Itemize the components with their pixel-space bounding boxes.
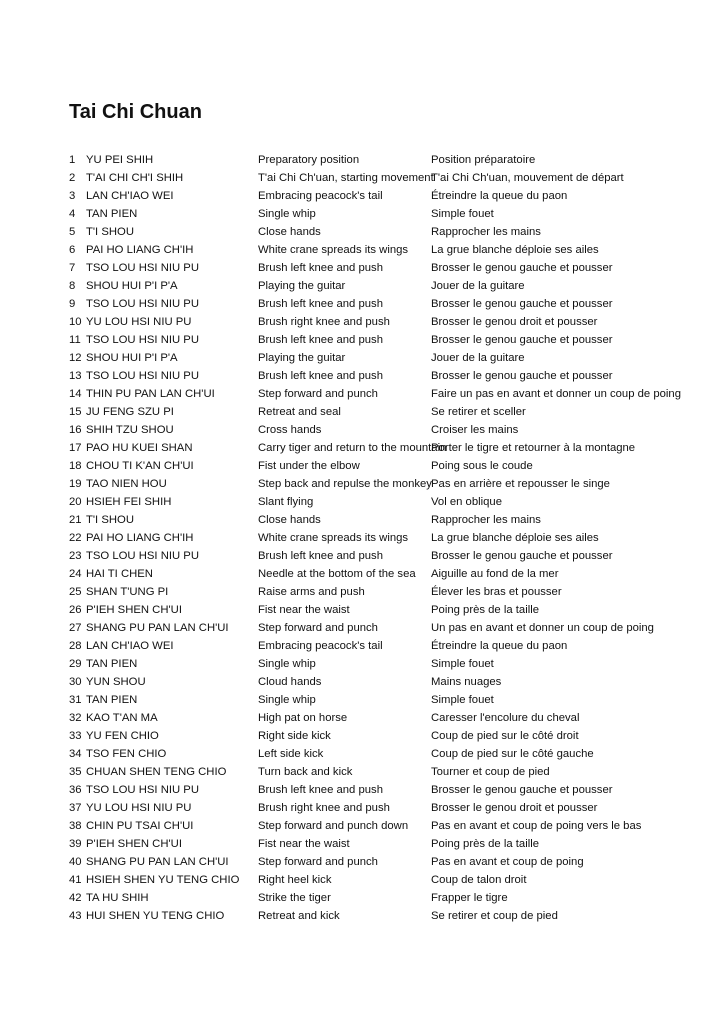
- move-english-name: Single whip: [258, 208, 316, 220]
- move-english-name: Playing the guitar: [258, 352, 346, 364]
- move-row: [69, 691, 709, 709]
- move-number: 6: [69, 244, 76, 256]
- move-french-name: T'ai Chi Ch'uan, mouvement de départ: [431, 172, 624, 184]
- move-french-name: Brosser le genou droit et pousser: [431, 316, 598, 328]
- move-french-name: Simple fouet: [431, 208, 494, 220]
- move-chinese-name: CHIN PU TSAI CH'UI: [86, 820, 194, 832]
- move-english-name: Left side kick: [258, 748, 324, 760]
- move-french-name: Pas en arrière et repousser le singe: [431, 478, 610, 490]
- move-row: [69, 295, 709, 313]
- move-row: [69, 781, 709, 799]
- move-chinese-name: YU LOU HSI NIU PU: [86, 802, 192, 814]
- move-chinese-name: KAO T'AN MA: [86, 712, 158, 724]
- move-number: 14: [69, 388, 82, 400]
- move-french-name: Jouer de la guitare: [431, 280, 525, 292]
- move-number: 35: [69, 766, 82, 778]
- move-french-name: Coup de pied sur le côté gauche: [431, 748, 594, 760]
- move-chinese-name: YU LOU HSI NIU PU: [86, 316, 192, 328]
- move-row: [69, 871, 709, 889]
- move-number: 16: [69, 424, 82, 436]
- move-chinese-name: LAN CH'IAO WEI: [86, 640, 174, 652]
- move-row: [69, 763, 709, 781]
- move-number: 36: [69, 784, 82, 796]
- move-english-name: Strike the tiger: [258, 892, 331, 904]
- move-row: [69, 655, 709, 673]
- move-number: 31: [69, 694, 82, 706]
- move-english-name: Brush left knee and push: [258, 262, 383, 274]
- move-chinese-name: TSO LOU HSI NIU PU: [86, 550, 199, 562]
- move-english-name: Brush right knee and push: [258, 802, 390, 814]
- move-chinese-name: SHOU HUI P'I P'A: [86, 280, 178, 292]
- move-english-name: Right heel kick: [258, 874, 332, 886]
- move-french-name: Faire un pas en avant et donner un coup de poing: [431, 388, 681, 400]
- move-row: [69, 709, 709, 727]
- move-french-name: Coup de talon droit: [431, 874, 527, 886]
- move-number: 19: [69, 478, 82, 490]
- move-chinese-name: PAO HU KUEI SHAN: [86, 442, 193, 454]
- move-row: [69, 187, 709, 205]
- move-english-name: Cloud hands: [258, 676, 322, 688]
- move-french-name: Se retirer et coup de pied: [431, 910, 558, 922]
- move-row: [69, 511, 709, 529]
- move-number: 37: [69, 802, 82, 814]
- move-chinese-name: YUN SHOU: [86, 676, 146, 688]
- move-french-name: La grue blanche déploie ses ailes: [431, 244, 599, 256]
- move-english-name: Preparatory position: [258, 154, 360, 166]
- move-english-name: Fist near the waist: [258, 604, 350, 616]
- move-chinese-name: YU PEI SHIH: [86, 154, 154, 166]
- move-number: 15: [69, 406, 82, 418]
- move-row: [69, 619, 709, 637]
- move-row: [69, 727, 709, 745]
- move-french-name: Rapprocher les mains: [431, 226, 541, 238]
- move-english-name: Brush left knee and push: [258, 298, 383, 310]
- move-french-name: Brosser le genou gauche et pousser: [431, 298, 613, 310]
- move-french-name: Élever les bras et pousser: [431, 586, 562, 598]
- move-chinese-name: TSO FEN CHIO: [86, 748, 167, 760]
- move-number: 2: [69, 172, 76, 184]
- move-french-name: Aiguille au fond de la mer: [431, 568, 559, 580]
- move-english-name: Step back and repulse the monkey: [258, 478, 432, 490]
- move-row: [69, 529, 709, 547]
- move-number: 21: [69, 514, 82, 526]
- move-english-name: Right side kick: [258, 730, 331, 742]
- move-english-name: Needle at the bottom of the sea: [258, 568, 416, 580]
- move-row: [69, 493, 709, 511]
- move-french-name: Mains nuages: [431, 676, 502, 688]
- move-english-name: Step forward and punch down: [258, 820, 409, 832]
- moves-list: [69, 151, 709, 925]
- move-number: 30: [69, 676, 82, 688]
- move-row: [69, 205, 709, 223]
- move-chinese-name: P'IEH SHEN CH'UI: [86, 604, 182, 616]
- move-english-name: Step forward and punch: [258, 388, 378, 400]
- move-chinese-name: YU FEN CHIO: [86, 730, 159, 742]
- move-french-name: Tourner et coup de pied: [431, 766, 550, 778]
- move-number: 17: [69, 442, 82, 454]
- move-row: [69, 223, 709, 241]
- move-english-name: Cross hands: [258, 424, 322, 436]
- move-french-name: Coup de pied sur le côté droit: [431, 730, 579, 742]
- move-number: 9: [69, 298, 76, 310]
- move-english-name: White crane spreads its wings: [258, 244, 409, 256]
- move-chinese-name: CHUAN SHEN TENG CHIO: [86, 766, 227, 778]
- move-chinese-name: SHANG PU PAN LAN CH'UI: [86, 622, 229, 634]
- move-row: [69, 313, 709, 331]
- move-french-name: La grue blanche déploie ses ailes: [431, 532, 599, 544]
- move-english-name: Step forward and punch: [258, 856, 378, 868]
- move-english-name: Brush left knee and push: [258, 334, 383, 346]
- move-row: [69, 853, 709, 871]
- move-french-name: Brosser le genou droit et pousser: [431, 802, 598, 814]
- move-chinese-name: TSO LOU HSI NIU PU: [86, 784, 199, 796]
- move-chinese-name: HUI SHEN YU TENG CHIO: [86, 910, 225, 922]
- move-number: 25: [69, 586, 82, 598]
- move-number: 34: [69, 748, 82, 760]
- move-french-name: Étreindre la queue du paon: [431, 190, 568, 202]
- move-number: 5: [69, 226, 76, 238]
- move-chinese-name: HAI TI CHEN: [86, 568, 153, 580]
- move-number: 41: [69, 874, 82, 886]
- move-english-name: Turn back and kick: [258, 766, 353, 778]
- move-french-name: Jouer de la guitare: [431, 352, 525, 364]
- move-number: 1: [69, 154, 76, 166]
- move-chinese-name: TAN PIEN: [86, 694, 138, 706]
- move-number: 33: [69, 730, 82, 742]
- move-english-name: Retreat and kick: [258, 910, 340, 922]
- move-chinese-name: PAI HO LIANG CH'IH: [86, 244, 194, 256]
- move-english-name: White crane spreads its wings: [258, 532, 409, 544]
- move-english-name: Step forward and punch: [258, 622, 378, 634]
- move-number: 7: [69, 262, 76, 274]
- move-english-name: Close hands: [258, 514, 321, 526]
- move-row: [69, 583, 709, 601]
- move-english-name: Slant flying: [258, 496, 314, 508]
- move-row: [69, 907, 709, 925]
- move-number: 18: [69, 460, 82, 472]
- move-chinese-name: TA HU SHIH: [86, 892, 149, 904]
- move-english-name: T'ai Chi Ch'uan, starting movement: [258, 172, 434, 184]
- move-row: [69, 565, 709, 583]
- move-number: 39: [69, 838, 82, 850]
- move-row: [69, 547, 709, 565]
- move-row: [69, 367, 709, 385]
- move-row: [69, 457, 709, 475]
- move-number: 8: [69, 280, 76, 292]
- move-french-name: Brosser le genou gauche et pousser: [431, 370, 613, 382]
- move-chinese-name: JU FENG SZU PI: [86, 406, 174, 418]
- move-number: 29: [69, 658, 82, 670]
- move-french-name: Rapprocher les mains: [431, 514, 541, 526]
- move-chinese-name: TSO LOU HSI NIU PU: [86, 262, 199, 274]
- move-french-name: Brosser le genou gauche et pousser: [431, 784, 613, 796]
- move-row: [69, 241, 709, 259]
- move-chinese-name: TSO LOU HSI NIU PU: [86, 298, 199, 310]
- move-french-name: Simple fouet: [431, 658, 494, 670]
- move-french-name: Poing près de la taille: [431, 604, 540, 616]
- move-number: 28: [69, 640, 82, 652]
- move-french-name: Vol en oblique: [431, 496, 502, 508]
- move-number: 13: [69, 370, 82, 382]
- move-english-name: Brush left knee and push: [258, 550, 383, 562]
- move-row: [69, 745, 709, 763]
- move-chinese-name: THIN PU PAN LAN CH'UI: [86, 388, 215, 400]
- move-row: [69, 439, 709, 457]
- move-number: 22: [69, 532, 82, 544]
- move-row: [69, 799, 709, 817]
- move-chinese-name: HSIEH SHEN YU TENG CHIO: [86, 874, 240, 886]
- move-english-name: Fist under the elbow: [258, 460, 360, 472]
- move-french-name: Pas en avant et coup de poing vers le bas: [431, 820, 642, 832]
- move-french-name: Pas en avant et coup de poing: [431, 856, 584, 868]
- move-number: 20: [69, 496, 82, 508]
- move-french-name: Poing près de la taille: [431, 838, 540, 850]
- move-chinese-name: T'I SHOU: [86, 226, 134, 238]
- move-number: 26: [69, 604, 82, 616]
- move-row: [69, 817, 709, 835]
- move-english-name: Raise arms and push: [258, 586, 365, 598]
- move-number: 11: [69, 334, 81, 346]
- move-row: [69, 277, 709, 295]
- move-number: 38: [69, 820, 82, 832]
- move-chinese-name: TAN PIEN: [86, 658, 138, 670]
- move-row: [69, 349, 709, 367]
- move-english-name: Embracing peacock's tail: [258, 640, 383, 652]
- move-english-name: Retreat and seal: [258, 406, 341, 418]
- move-english-name: Fist near the waist: [258, 838, 350, 850]
- move-row: [69, 385, 709, 403]
- move-chinese-name: TAO NIEN HOU: [86, 478, 167, 490]
- move-french-name: Étreindre la queue du paon: [431, 640, 568, 652]
- move-english-name: Embracing peacock's tail: [258, 190, 383, 202]
- move-french-name: Se retirer et sceller: [431, 406, 526, 418]
- move-english-name: Brush right knee and push: [258, 316, 390, 328]
- move-chinese-name: T'I SHOU: [86, 514, 134, 526]
- move-row: [69, 835, 709, 853]
- move-chinese-name: CHOU TI K'AN CH'UI: [86, 460, 194, 472]
- move-french-name: Croiser les mains: [431, 424, 519, 436]
- move-number: 42: [69, 892, 82, 904]
- move-row: [69, 403, 709, 421]
- move-french-name: Position préparatoire: [431, 154, 536, 166]
- move-row: [69, 601, 709, 619]
- move-row: [69, 421, 709, 439]
- move-english-name: Brush left knee and push: [258, 370, 383, 382]
- move-row: [69, 673, 709, 691]
- move-french-name: Brosser le genou gauche et pousser: [431, 550, 613, 562]
- move-english-name: High pat on horse: [258, 712, 348, 724]
- move-french-name: Simple fouet: [431, 694, 494, 706]
- move-chinese-name: TSO LOU HSI NIU PU: [86, 370, 199, 382]
- move-french-name: Brosser le genou gauche et pousser: [431, 334, 613, 346]
- move-french-name: Brosser le genou gauche et pousser: [431, 262, 613, 274]
- move-french-name: Poing sous le coude: [431, 460, 533, 472]
- move-row: [69, 475, 709, 493]
- move-number: 43: [69, 910, 82, 922]
- move-number: 10: [69, 316, 82, 328]
- move-chinese-name: PAI HO LIANG CH'IH: [86, 532, 194, 544]
- move-chinese-name: SHAN T'UNG PI: [86, 586, 169, 598]
- move-row: [69, 637, 709, 655]
- move-number: 27: [69, 622, 82, 634]
- move-chinese-name: HSIEH FEI SHIH: [86, 496, 172, 508]
- move-chinese-name: LAN CH'IAO WEI: [86, 190, 174, 202]
- move-number: 12: [69, 352, 82, 364]
- page-title: Tai Chi Chuan: [69, 101, 202, 123]
- move-english-name: Close hands: [258, 226, 321, 238]
- move-english-name: Single whip: [258, 694, 316, 706]
- move-row: [69, 331, 709, 349]
- move-number: 32: [69, 712, 82, 724]
- move-french-name: Porter le tigre et retourner à la montagne: [431, 442, 636, 454]
- move-french-name: Frapper le tigre: [431, 892, 508, 904]
- move-number: 24: [69, 568, 82, 580]
- move-number: 4: [69, 208, 76, 220]
- move-french-name: Caresser l'encolure du cheval: [431, 712, 580, 724]
- move-chinese-name: SHIH TZU SHOU: [86, 424, 174, 436]
- move-english-name: Brush left knee and push: [258, 784, 383, 796]
- move-row: [69, 169, 709, 187]
- move-number: 23: [69, 550, 82, 562]
- move-chinese-name: T'AI CHI CH'I SHIH: [86, 172, 184, 184]
- move-chinese-name: TAN PIEN: [86, 208, 138, 220]
- move-row: [69, 259, 709, 277]
- move-number: 40: [69, 856, 82, 868]
- move-chinese-name: SHOU HUI P'I P'A: [86, 352, 178, 364]
- move-english-name: Playing the guitar: [258, 280, 346, 292]
- move-chinese-name: SHANG PU PAN LAN CH'UI: [86, 856, 229, 868]
- move-number: 3: [69, 190, 76, 202]
- move-english-name: Carry tiger and return to the mountain: [258, 442, 447, 454]
- move-french-name: Un pas en avant et donner un coup de poing: [431, 622, 654, 634]
- move-chinese-name: P'IEH SHEN CH'UI: [86, 838, 182, 850]
- move-row: [69, 889, 709, 907]
- move-row: [69, 151, 709, 169]
- move-english-name: Single whip: [258, 658, 316, 670]
- move-chinese-name: TSO LOU HSI NIU PU: [86, 334, 199, 346]
